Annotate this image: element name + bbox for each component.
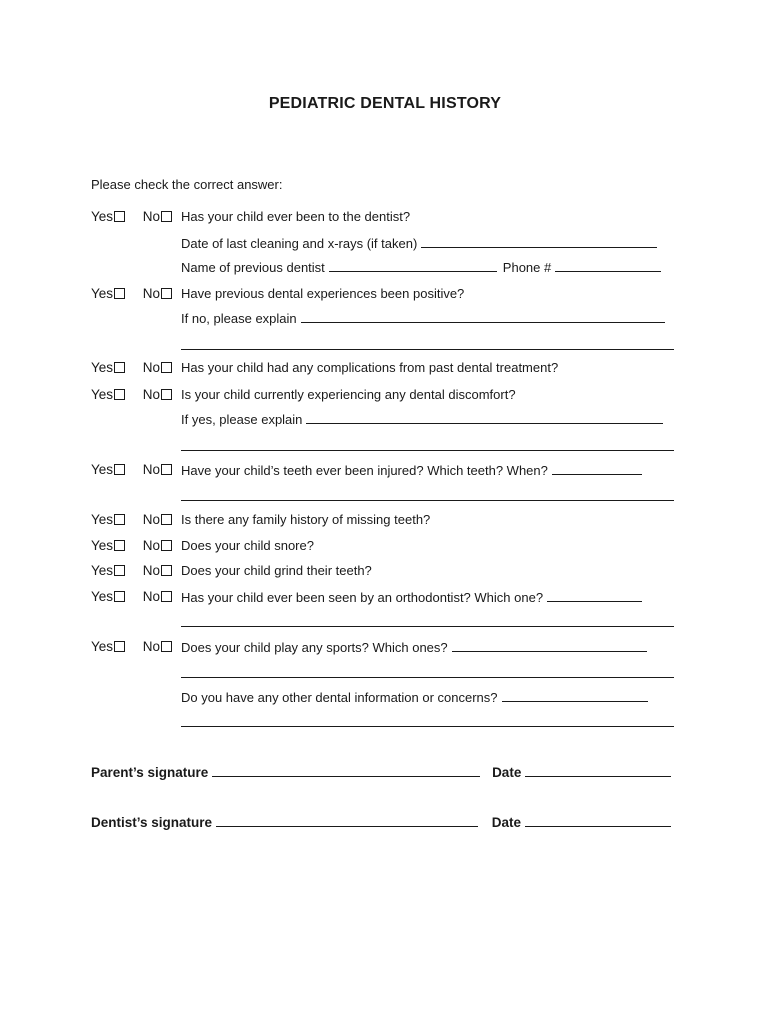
yes-checkbox[interactable] <box>114 540 125 551</box>
no-checkbox[interactable] <box>161 591 172 602</box>
explain-label: If no, please explain <box>181 311 297 326</box>
dentist-signature-row <box>91 814 671 830</box>
previous-dentist-label: Name of previous dentist <box>181 260 325 275</box>
yes-checkbox[interactable] <box>114 464 125 475</box>
yes-no-group <box>91 639 172 654</box>
yes-checkbox[interactable] <box>114 288 125 299</box>
answer-line[interactable] <box>181 677 674 678</box>
yes-label: Yes <box>91 387 114 402</box>
instructions: Please check the correct answer: <box>91 177 283 192</box>
yes-no-group <box>91 563 172 578</box>
yes-label: Yes <box>91 512 114 527</box>
field-label <box>181 259 661 275</box>
yes-label: Yes <box>91 563 114 578</box>
phone-field[interactable] <box>555 259 661 272</box>
last-cleaning-field[interactable] <box>421 235 657 248</box>
no-checkbox[interactable] <box>161 565 172 576</box>
no-label: No <box>142 462 161 477</box>
question-line <box>181 639 647 655</box>
yes-label: Yes <box>91 589 114 604</box>
yes-checkbox[interactable] <box>114 565 125 576</box>
previous-dentist-field[interactable] <box>329 259 497 272</box>
question-line <box>181 689 648 705</box>
no-label: No <box>142 209 161 224</box>
yes-checkbox[interactable] <box>114 591 125 602</box>
yes-label: Yes <box>91 209 114 224</box>
answer-line[interactable] <box>181 500 674 501</box>
no-checkbox[interactable] <box>161 362 172 373</box>
yes-checkbox[interactable] <box>114 514 125 525</box>
no-checkbox[interactable] <box>161 540 172 551</box>
yes-label: Yes <box>91 360 114 375</box>
parent-date-field[interactable] <box>525 764 671 777</box>
answer-field[interactable] <box>452 639 647 652</box>
explain-field[interactable] <box>301 310 665 323</box>
yes-no-group <box>91 387 172 402</box>
no-checkbox[interactable] <box>161 514 172 525</box>
question-text: Does your child play any sports? Which ones? <box>181 640 448 655</box>
dentist-signature-field[interactable] <box>216 814 478 827</box>
other-concerns-label: Do you have any other dental information or concerns? <box>181 690 498 705</box>
field-label <box>181 235 657 251</box>
no-checkbox[interactable] <box>161 389 172 400</box>
no-label: No <box>142 639 161 654</box>
question-line <box>181 462 642 478</box>
dentist-signature-label: Dentist’s signature <box>91 815 213 830</box>
no-label: No <box>142 563 161 578</box>
field-label <box>181 411 663 427</box>
question-text: Is there any family history of missing teeth? <box>181 512 431 527</box>
no-label: No <box>142 387 161 402</box>
yes-label: Yes <box>91 286 114 301</box>
question-text: Has your child ever been to the dentist? <box>181 209 411 224</box>
answer-field[interactable] <box>547 589 642 602</box>
answer-line[interactable] <box>181 349 674 350</box>
no-label: No <box>142 360 161 375</box>
yes-no-group <box>91 209 172 224</box>
parent-signature-field[interactable] <box>212 764 480 777</box>
question-line <box>181 589 642 605</box>
yes-no-group <box>91 538 172 553</box>
question-text: Is your child currently experiencing any dental discomfort? <box>181 387 516 402</box>
parent-signature-label: Parent’s signature <box>91 765 209 780</box>
no-checkbox[interactable] <box>161 641 172 652</box>
no-label: No <box>142 589 161 604</box>
explain-field[interactable] <box>306 411 663 424</box>
yes-label: Yes <box>91 639 114 654</box>
no-label: No <box>142 286 161 301</box>
no-label: No <box>142 512 161 527</box>
question-text: Does your child grind their teeth? <box>181 563 372 578</box>
yes-no-group <box>91 286 172 301</box>
no-checkbox[interactable] <box>161 464 172 475</box>
yes-checkbox[interactable] <box>114 211 125 222</box>
date-label: Date <box>491 815 522 830</box>
question-text: Has your child ever been seen by an orthodontist? Which one? <box>181 590 544 605</box>
question-text: Does your child snore? <box>181 538 314 553</box>
yes-no-group <box>91 360 172 375</box>
no-checkbox[interactable] <box>161 288 172 299</box>
field-label <box>181 310 665 326</box>
yes-checkbox[interactable] <box>114 641 125 652</box>
yes-no-group <box>91 512 172 527</box>
other-concerns-field[interactable] <box>502 689 648 702</box>
answer-field[interactable] <box>552 462 642 475</box>
no-checkbox[interactable] <box>161 211 172 222</box>
question-text: Have your child’s teeth ever been injured? Which teeth? When? <box>181 463 548 478</box>
dentist-date-field[interactable] <box>525 814 671 827</box>
no-label: No <box>142 538 161 553</box>
date-label: Date <box>492 765 522 780</box>
question-text: Have previous dental experiences been positive? <box>181 286 465 301</box>
yes-label: Yes <box>91 538 114 553</box>
question-text: Has your child had any complications from past dental treatment? <box>181 360 559 375</box>
phone-label: Phone # <box>502 260 552 275</box>
yes-no-group <box>91 462 172 477</box>
yes-checkbox[interactable] <box>114 362 125 373</box>
yes-no-group <box>91 589 172 604</box>
answer-line[interactable] <box>181 450 674 451</box>
answer-line[interactable] <box>181 626 674 627</box>
answer-line[interactable] <box>181 726 674 727</box>
yes-label: Yes <box>91 462 114 477</box>
last-cleaning-label: Date of last cleaning and x-rays (if taken) <box>181 236 418 251</box>
yes-checkbox[interactable] <box>114 389 125 400</box>
page-title: PEDIATRIC DENTAL HISTORY <box>268 95 502 112</box>
explain-label: If yes, please explain <box>181 412 303 427</box>
parent-signature-row <box>91 764 671 780</box>
